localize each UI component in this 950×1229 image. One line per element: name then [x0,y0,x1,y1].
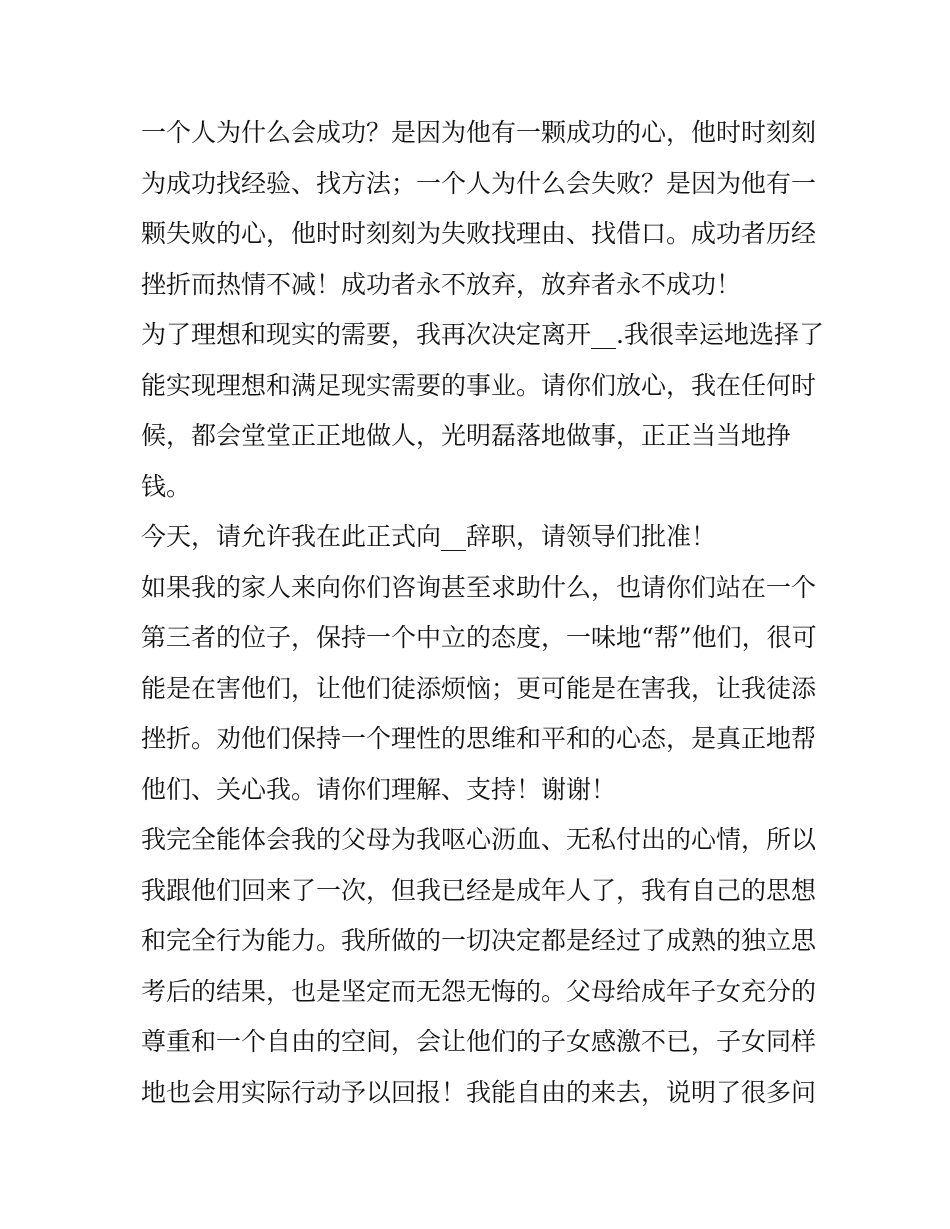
text-line: 和完全行为能力。我所做的一切决定都是经过了成熟的独立思 [141,926,817,955]
text-line: 挫折。劝他们保持一个理性的思维和平和的心态，是真正地帮 [141,724,817,753]
text-line: 今天，请允许我在此正式向__辞职，请领导们批准！ [141,522,717,551]
text-line: 地也会用实际行动予以回报！我能自由的来去，说明了很多问 [141,1077,817,1107]
text-line: 候，都会堂堂正正地做人，光明磊落地做事，正正当当地挣 [141,421,792,450]
text-line: 考后的结果，也是坚定而无怨无悔的。父母给成年子女充分的 [141,976,817,1006]
text-line: 他们、关心我。请你们理解、支持！谢谢！ [141,774,617,804]
text-line: 为成功找经验、找方法；一个人为什么会失败？是因为他有一 [141,168,817,198]
text-line: 第三者的位子，保持一个中立的态度，一味地“帮”他们，很可 [141,623,817,652]
text-line: 能实现理想和满足现实需要的事业。请你们放心，我在任何时 [141,370,817,400]
text-line: 一个人为什么会成功？是因为他有一颗成功的心，他时时刻刻 [141,118,817,147]
text-line: 如果我的家人来向你们咨询甚至求助什么，也请你们站在一个 [141,572,817,602]
text-line: 尊重和一个自由的空间，会让他们的子女感激不已，子女同样 [141,1027,817,1056]
text-line: 我跟他们回来了一次，但我已经是成年人了，我有自己的思想 [141,875,817,905]
text-line: 挫折而热情不减！成功者永不放弃，放弃者永不成功！ [141,269,742,299]
text-line: 能是在害他们，让他们徒添烦恼；更可能是在害我，让我徒添 [141,673,817,703]
text-line: 钱。 [141,471,192,501]
text-line: 我完全能体会我的父母为我呕心沥血、无私付出的心情，所以 [141,825,817,854]
text-line: 颗失败的心，他时时刻刻为失败找理由、找借口。成功者历经 [141,219,817,248]
body-text [141,108,824,1118]
text-line: 为了理想和现实的需要，我再次决定离开__.我很幸运地选择了 [141,320,824,349]
